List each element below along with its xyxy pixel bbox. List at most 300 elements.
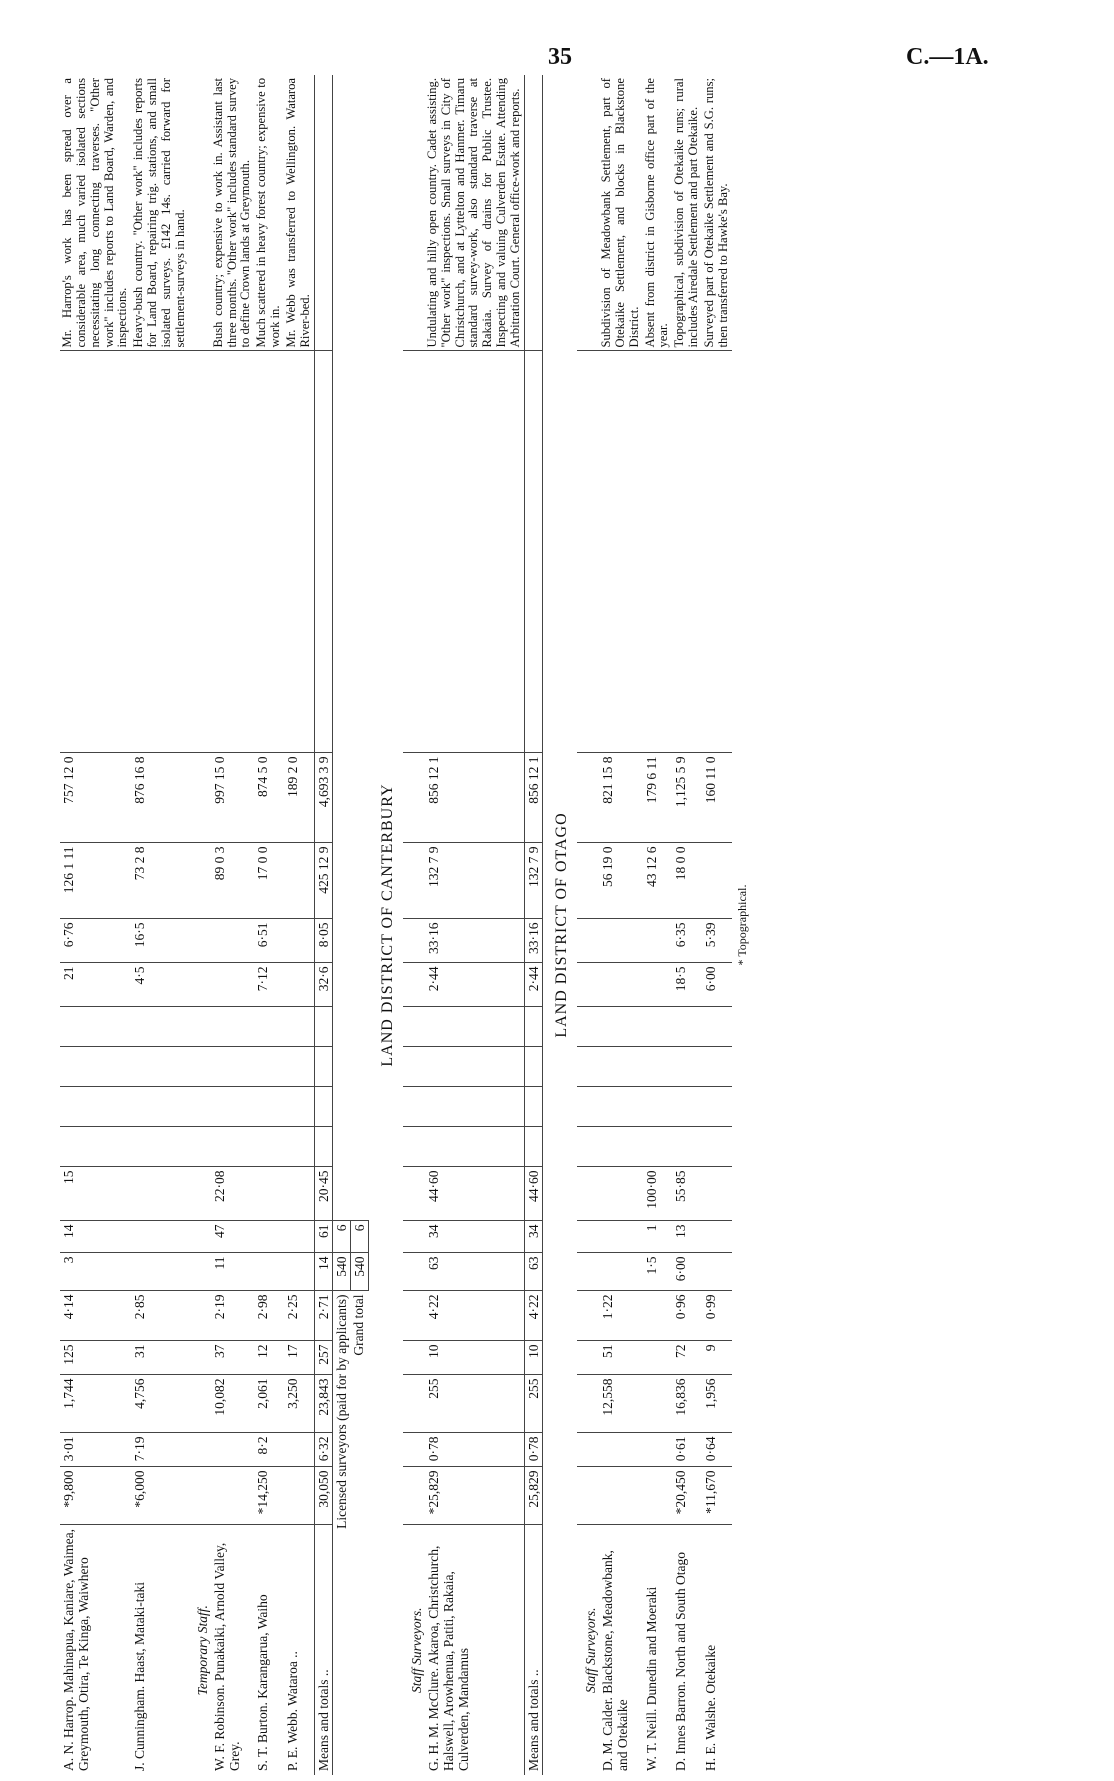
empty-cell <box>577 1291 599 1341</box>
value-c2: 0·61 <box>672 1433 702 1467</box>
spacer-cell <box>211 351 255 753</box>
value-c14: 5·39 <box>702 919 732 963</box>
table-row <box>314 75 332 1775</box>
value-c1: 25,829 <box>524 1467 542 1525</box>
empty-cell <box>403 843 425 919</box>
surveyor-name: Means and totals .. <box>524 1525 542 1775</box>
rotated-survey-table <box>60 75 1090 1775</box>
surveyor-name: W. T. Neill. Dunedin and Moeraki <box>643 1586 659 1771</box>
value-c14 <box>284 919 314 963</box>
empty-cell <box>403 919 425 963</box>
empty-cell <box>577 963 599 1007</box>
value-c12 <box>672 1007 702 1047</box>
value-c3: 4,756 <box>131 1375 188 1433</box>
empty-cell <box>577 1375 599 1433</box>
surveyor-name: D. M. Calder. Blackstone, Meadowbank, and Otekaike <box>599 1550 631 1771</box>
value-c10 <box>425 1087 524 1127</box>
value-c14: 8·05 <box>314 919 332 963</box>
spacer-cell <box>60 351 131 753</box>
otago-heading: LAND DISTRICT OF OTAGO <box>552 812 570 1038</box>
value-c7 <box>599 1221 643 1253</box>
value-c6 <box>254 1253 284 1291</box>
surveyor-name: Means and totals .. <box>314 1525 332 1775</box>
value-c12 <box>643 1007 673 1047</box>
value-c10 <box>254 1087 284 1127</box>
remarks: Undulating and hilly open country. Cadet assisting. "Other work" inspections. Small surveys in City of Christchurch, and at Lyttelton and Hanmer. Timaru standard survey-work, also standard traverse at Rakaia. Survey of drains for Public Trustee. Inspecting and valuing Culverden Estate. Attending Arbitration Court. General office-work and reports. <box>425 75 524 351</box>
value-c11 <box>284 1047 314 1087</box>
value-c4: 37 <box>211 1341 255 1375</box>
surveyor-name: P. E. Webb. Wataroa .. <box>284 1651 300 1771</box>
empty-cell <box>403 75 425 351</box>
value-c5 <box>643 1291 673 1341</box>
value-c6 <box>599 1253 643 1291</box>
value-c9 <box>702 1127 732 1167</box>
canterbury-heading: LAND DISTRICT OF CANTERBURY <box>378 783 396 1067</box>
value-c9 <box>314 1127 332 1167</box>
surveyor-name: D. Innes Barron. North and South Otago <box>673 1552 689 1771</box>
table-body <box>60 75 750 1775</box>
table-row <box>425 75 524 1775</box>
remarks: Mr. Webb was transferred to Wellington. Wataroa River-bed. <box>284 75 314 351</box>
value-c4: 125 <box>60 1341 131 1375</box>
empty-cell <box>577 1127 599 1167</box>
grand-total-acres: 540 <box>350 1253 368 1291</box>
value-c2: 8·2 <box>254 1433 284 1467</box>
empty-cell <box>189 919 211 963</box>
empty-cell <box>350 75 368 1221</box>
empty-cell <box>403 1467 425 1525</box>
empty-cell <box>189 351 211 753</box>
value-c5: 2·19 <box>211 1291 255 1341</box>
value-c10 <box>672 1087 702 1127</box>
grand-total-row <box>350 75 368 1775</box>
spacer-cell <box>314 351 332 753</box>
value-c8: 55·85 <box>672 1167 702 1221</box>
value-c1: *9,800 <box>60 1467 131 1525</box>
value-c3: 1,744 <box>60 1375 131 1433</box>
value-c16: 997 15 0 <box>211 753 255 843</box>
value-c4: 31 <box>131 1341 188 1375</box>
value-c9 <box>599 1127 643 1167</box>
value-c5: 1·22 <box>599 1291 643 1341</box>
value-c6 <box>284 1253 314 1291</box>
value-c6: 63 <box>524 1253 542 1291</box>
grand-total-label: Grand total <box>351 1294 367 1356</box>
empty-cell <box>403 963 425 1007</box>
empty-cell <box>403 1007 425 1047</box>
value-c11 <box>643 1047 673 1087</box>
licensed-surveyors-label: Licensed surveyors (paid for by applicants) <box>333 1294 349 1529</box>
value-c6: 1·5 <box>643 1253 673 1291</box>
value-c14 <box>643 919 673 963</box>
value-c8 <box>284 1167 314 1221</box>
value-c1 <box>599 1467 643 1525</box>
value-c14: 33·16 <box>425 919 524 963</box>
empty-cell <box>403 753 425 843</box>
empty-cell <box>189 1467 211 1525</box>
spacer-cell <box>672 351 702 753</box>
value-c16: 160 11 0 <box>702 753 732 843</box>
value-c15 <box>702 843 732 919</box>
value-c12 <box>314 1007 332 1047</box>
value-c11 <box>131 1047 188 1087</box>
table-row <box>60 75 131 1775</box>
value-c15: 126 1 11 <box>60 843 131 919</box>
empty-cell <box>577 1087 599 1127</box>
empty-cell <box>189 1221 211 1253</box>
value-c5: 4·22 <box>524 1291 542 1341</box>
empty-cell <box>403 1433 425 1467</box>
value-c13 <box>599 963 643 1007</box>
value-c9 <box>425 1127 524 1167</box>
value-c10 <box>131 1087 188 1127</box>
value-c12 <box>599 1007 643 1047</box>
value-c3: 12,558 <box>599 1375 643 1433</box>
value-c14: 6·51 <box>254 919 284 963</box>
empty-cell <box>189 1047 211 1087</box>
empty-cell <box>577 75 599 351</box>
otago-staff-label: Staff Surveyors. <box>582 1607 598 1693</box>
value-c10 <box>314 1087 332 1127</box>
empty-cell <box>189 753 211 843</box>
empty-cell <box>189 1341 211 1375</box>
value-c2 <box>643 1433 673 1467</box>
document-reference: C.—1A. <box>906 44 989 70</box>
value-c12 <box>254 1007 284 1047</box>
value-c8 <box>131 1167 188 1221</box>
value-c3 <box>643 1375 673 1433</box>
value-c5: 2·85 <box>131 1291 188 1341</box>
table-row <box>702 75 732 1775</box>
value-c7 <box>254 1221 284 1253</box>
value-c1: *14,250 <box>254 1467 284 1525</box>
value-c7: 1 <box>643 1221 673 1253</box>
spacer-cell <box>524 351 542 753</box>
empty-cell <box>577 351 599 753</box>
value-c10 <box>524 1087 542 1127</box>
value-c14: 6·76 <box>60 919 131 963</box>
value-c12 <box>284 1007 314 1047</box>
empty-cell <box>189 1375 211 1433</box>
table-row <box>524 75 542 1775</box>
surveyor-name: W. F. Robinson. Punakaiki, Arnold Valley, Grey. <box>211 1542 242 1771</box>
value-c13 <box>643 963 673 1007</box>
table-row <box>643 75 673 1775</box>
value-c15 <box>284 843 314 919</box>
empty-cell <box>577 843 599 919</box>
spacer-cell <box>131 351 188 753</box>
value-c6: 14 <box>314 1253 332 1291</box>
value-c7: 47 <box>211 1221 255 1253</box>
value-c8 <box>702 1167 732 1221</box>
value-c3: 10,082 <box>211 1375 255 1433</box>
value-c8 <box>599 1167 643 1221</box>
value-c11 <box>425 1047 524 1087</box>
value-c6: 63 <box>425 1253 524 1291</box>
value-c11 <box>702 1047 732 1087</box>
value-c9 <box>254 1127 284 1167</box>
value-c6: 3 <box>60 1253 131 1291</box>
empty-cell <box>189 1433 211 1467</box>
temporary-staff-label: Temporary Staff. <box>194 1605 210 1696</box>
canterbury-staff-label: Staff Surveyors. <box>408 1607 424 1693</box>
page-number: 35 <box>548 44 572 70</box>
value-c8: 44·60 <box>524 1167 542 1221</box>
value-c12 <box>60 1007 131 1047</box>
value-c14: 6·35 <box>672 919 702 963</box>
remarks: Absent from district in Gisborne office part of the year. <box>643 75 673 351</box>
value-c8: 100·00 <box>643 1167 673 1221</box>
empty-cell <box>577 1253 599 1291</box>
value-c8 <box>254 1167 284 1221</box>
value-c9 <box>643 1127 673 1167</box>
value-c13: 32·6 <box>314 963 332 1007</box>
value-c16: 1,125 5 9 <box>672 753 702 843</box>
value-c6: 6·00 <box>672 1253 702 1291</box>
empty-cell <box>577 919 599 963</box>
value-c2 <box>284 1433 314 1467</box>
empty-cell <box>189 1087 211 1127</box>
grand-total-count: 6 <box>350 1221 368 1253</box>
spacer-cell <box>643 351 673 753</box>
licensed-surveyors-row <box>332 75 350 1775</box>
value-c16: 856 12 1 <box>425 753 524 843</box>
remarks: Heavy-bush country. "Other work" includes reports for Land Board, repairing trig. stations, and small isolated surveys. £142 14s. carried forward for settlement-surveys in hand. <box>131 75 188 351</box>
empty-cell <box>332 75 350 1221</box>
value-c15: 132 7 9 <box>524 843 542 919</box>
surveyor-name: A. N. Harrop. Mahinapua, Kaniare, Waimea, Greymouth, Otira, Te Kinga, Waiwhero <box>61 1529 92 1771</box>
value-c8: 20·45 <box>314 1167 332 1221</box>
value-c13: 4·5 <box>131 963 188 1007</box>
value-c11 <box>599 1047 643 1087</box>
value-c11 <box>60 1047 131 1087</box>
value-c14: 16·5 <box>131 919 188 963</box>
remarks: Topographical, subdivision of Otekaike runs; rural includes Airedale Settlement and part Otekaike. <box>672 75 702 351</box>
value-c13: 6·00 <box>702 963 732 1007</box>
value-c12 <box>425 1007 524 1047</box>
empty-cell <box>189 1007 211 1047</box>
empty-cell <box>403 1291 425 1341</box>
value-c6: 11 <box>211 1253 255 1291</box>
otago-heading-row <box>542 75 576 1775</box>
value-c1: *6,000 <box>131 1467 188 1525</box>
remarks: Surveyed part of Otekaike Settlement and S.G. runs; then transferred to Hawke's Bay. <box>702 75 732 351</box>
value-c12 <box>131 1007 188 1047</box>
value-c6 <box>702 1253 732 1291</box>
spacer-cell <box>702 351 732 753</box>
value-c5: 4·14 <box>60 1291 131 1341</box>
value-c7 <box>131 1221 188 1253</box>
empty-cell <box>403 1375 425 1433</box>
value-c4: 10 <box>524 1341 542 1375</box>
value-c3: 23,843 <box>314 1375 332 1433</box>
empty-cell <box>189 963 211 1007</box>
value-c15: 89 0 3 <box>211 843 255 919</box>
value-c16: 821 15 8 <box>599 753 643 843</box>
remarks: Subdivision of Meadowbank Settlement, part of Otekaike Settlement, and blocks in Blackstone District. <box>599 75 643 351</box>
empty-cell <box>577 1167 599 1221</box>
value-c7 <box>284 1221 314 1253</box>
value-c7: 34 <box>524 1221 542 1253</box>
footnote-row <box>732 75 750 1775</box>
value-c10 <box>599 1087 643 1127</box>
survey-table <box>60 75 750 1775</box>
value-c5: 0·96 <box>672 1291 702 1341</box>
value-c4: 51 <box>599 1341 643 1375</box>
value-c15: 73 2 8 <box>131 843 188 919</box>
empty-cell <box>577 1467 599 1525</box>
value-c13: 2·44 <box>524 963 542 1007</box>
value-c6 <box>131 1253 188 1291</box>
value-c13 <box>211 963 255 1007</box>
value-c11 <box>211 1047 255 1087</box>
footnote: * Topographical. <box>734 884 749 966</box>
value-c2 <box>211 1433 255 1467</box>
value-c1 <box>284 1467 314 1525</box>
empty-cell <box>577 1047 599 1087</box>
value-c10 <box>643 1087 673 1127</box>
empty-cell <box>403 1341 425 1375</box>
value-c8: 22·08 <box>211 1167 255 1221</box>
value-c9 <box>60 1127 131 1167</box>
value-c4: 17 <box>284 1341 314 1375</box>
value-c3: 16,836 <box>672 1375 702 1433</box>
value-c15: 425 12 9 <box>314 843 332 919</box>
remarks: Much scattered in heavy forest country; expensive to work in. <box>254 75 284 351</box>
value-c16: 856 12 1 <box>524 753 542 843</box>
value-c16: 179 6 11 <box>643 753 673 843</box>
value-c5: 2·71 <box>314 1291 332 1341</box>
value-c13 <box>284 963 314 1007</box>
remarks: Bush country; expensive to work in. Assistant last three months. "Other work" includes standard survey to define Crown lands at Greymouth. <box>211 75 255 351</box>
surveyor-name: G. H. M. McClure. Akaroa, Christchurch, Halswell, Arowhenua, Patiti, Rakaia, Culverden, Mandamus <box>425 1545 472 1771</box>
empty-cell <box>403 1167 425 1221</box>
empty-cell <box>189 843 211 919</box>
value-c9 <box>131 1127 188 1167</box>
value-c3: 2,061 <box>254 1375 284 1433</box>
empty-cell <box>403 1047 425 1087</box>
empty-cell <box>577 1007 599 1047</box>
value-c10 <box>284 1087 314 1127</box>
value-c10 <box>211 1087 255 1127</box>
value-c5: 2·98 <box>254 1291 284 1341</box>
value-c2: 0·78 <box>425 1433 524 1467</box>
value-c16: 4,693 3 9 <box>314 753 332 843</box>
value-c2 <box>599 1433 643 1467</box>
value-c9 <box>672 1127 702 1167</box>
empty-cell <box>577 753 599 843</box>
empty-cell <box>403 1221 425 1253</box>
empty-cell <box>403 351 425 753</box>
table-row <box>254 75 284 1775</box>
value-c2: 6·32 <box>314 1433 332 1467</box>
value-c2: 3·01 <box>60 1433 131 1467</box>
table-row <box>284 75 314 1775</box>
value-c3: 255 <box>524 1375 542 1433</box>
table-row <box>131 75 188 1775</box>
canterbury-staff-label-row <box>403 75 425 1775</box>
surveyor-name: S. T. Burton. Karangarua, Waiho <box>255 1594 271 1771</box>
value-c15: 43 12 6 <box>643 843 673 919</box>
surveyor-name: J. Cunningham. Haast, Mataki-taki <box>132 1582 148 1771</box>
value-c4 <box>643 1341 673 1375</box>
remarks <box>524 75 542 351</box>
value-c11 <box>254 1047 284 1087</box>
table-row <box>211 75 255 1775</box>
empty-cell <box>577 1221 599 1253</box>
value-c9 <box>524 1127 542 1167</box>
value-c4: 72 <box>672 1341 702 1375</box>
value-c16: 757 12 0 <box>60 753 131 843</box>
value-c1: *25,829 <box>425 1467 524 1525</box>
table-row <box>672 75 702 1775</box>
licensed-surveyors-count: 6 <box>332 1221 350 1253</box>
value-c12 <box>524 1007 542 1047</box>
empty-cell <box>189 1291 211 1341</box>
value-c8: 15 <box>60 1167 131 1221</box>
value-c10 <box>702 1087 732 1127</box>
value-c14 <box>211 919 255 963</box>
licensed-surveyors-acres: 540 <box>332 1253 350 1291</box>
empty-cell <box>403 1253 425 1291</box>
value-c7: 34 <box>425 1221 524 1253</box>
spacer-cell <box>599 351 643 753</box>
canterbury-heading-row <box>368 75 402 1775</box>
remarks: Mr. Harrop's work has been spread over a considerable area, much varied isolated sections necessitating long connecting traverses. "Other work" includes reports to Land Board, Warden, and inspections. <box>60 75 131 351</box>
value-c16: 874 5 0 <box>254 753 284 843</box>
temporary-staff-label-row <box>189 75 211 1775</box>
spacer-cell <box>425 351 524 753</box>
value-c13: 7·12 <box>254 963 284 1007</box>
value-c4: 257 <box>314 1341 332 1375</box>
empty-cell <box>189 1127 211 1167</box>
value-c12 <box>211 1007 255 1047</box>
value-c5: 2·25 <box>284 1291 314 1341</box>
value-c5: 0·99 <box>702 1291 732 1341</box>
value-c4: 10 <box>425 1341 524 1375</box>
value-c3: 1,956 <box>702 1375 732 1433</box>
value-c7: 61 <box>314 1221 332 1253</box>
value-c1: *11,670 <box>702 1467 732 1525</box>
value-c16: 189 2 0 <box>284 753 314 843</box>
spacer-cell <box>284 351 314 753</box>
value-c2: 0·64 <box>702 1433 732 1467</box>
empty-cell <box>189 1167 211 1221</box>
value-c5: 4·22 <box>425 1291 524 1341</box>
value-c13: 21 <box>60 963 131 1007</box>
value-c4: 12 <box>254 1341 284 1375</box>
surveyor-name: H. E. Walshe. Otekaike <box>702 1644 718 1771</box>
value-c15: 18 0 0 <box>672 843 702 919</box>
value-c13: 2·44 <box>425 963 524 1007</box>
value-c14: 33·16 <box>524 919 542 963</box>
value-c10 <box>60 1087 131 1127</box>
empty-cell <box>403 1127 425 1167</box>
empty-cell <box>189 1253 211 1291</box>
value-c3: 3,250 <box>284 1375 314 1433</box>
value-c8: 44·60 <box>425 1167 524 1221</box>
remarks <box>314 75 332 351</box>
otago-staff-label-row <box>577 75 599 1775</box>
value-c1 <box>643 1467 673 1525</box>
value-c14 <box>599 919 643 963</box>
value-c15: 17 0 0 <box>254 843 284 919</box>
value-c11 <box>524 1047 542 1087</box>
value-c11 <box>672 1047 702 1087</box>
value-c7 <box>702 1221 732 1253</box>
empty-cell <box>577 1341 599 1375</box>
value-c7: 13 <box>672 1221 702 1253</box>
